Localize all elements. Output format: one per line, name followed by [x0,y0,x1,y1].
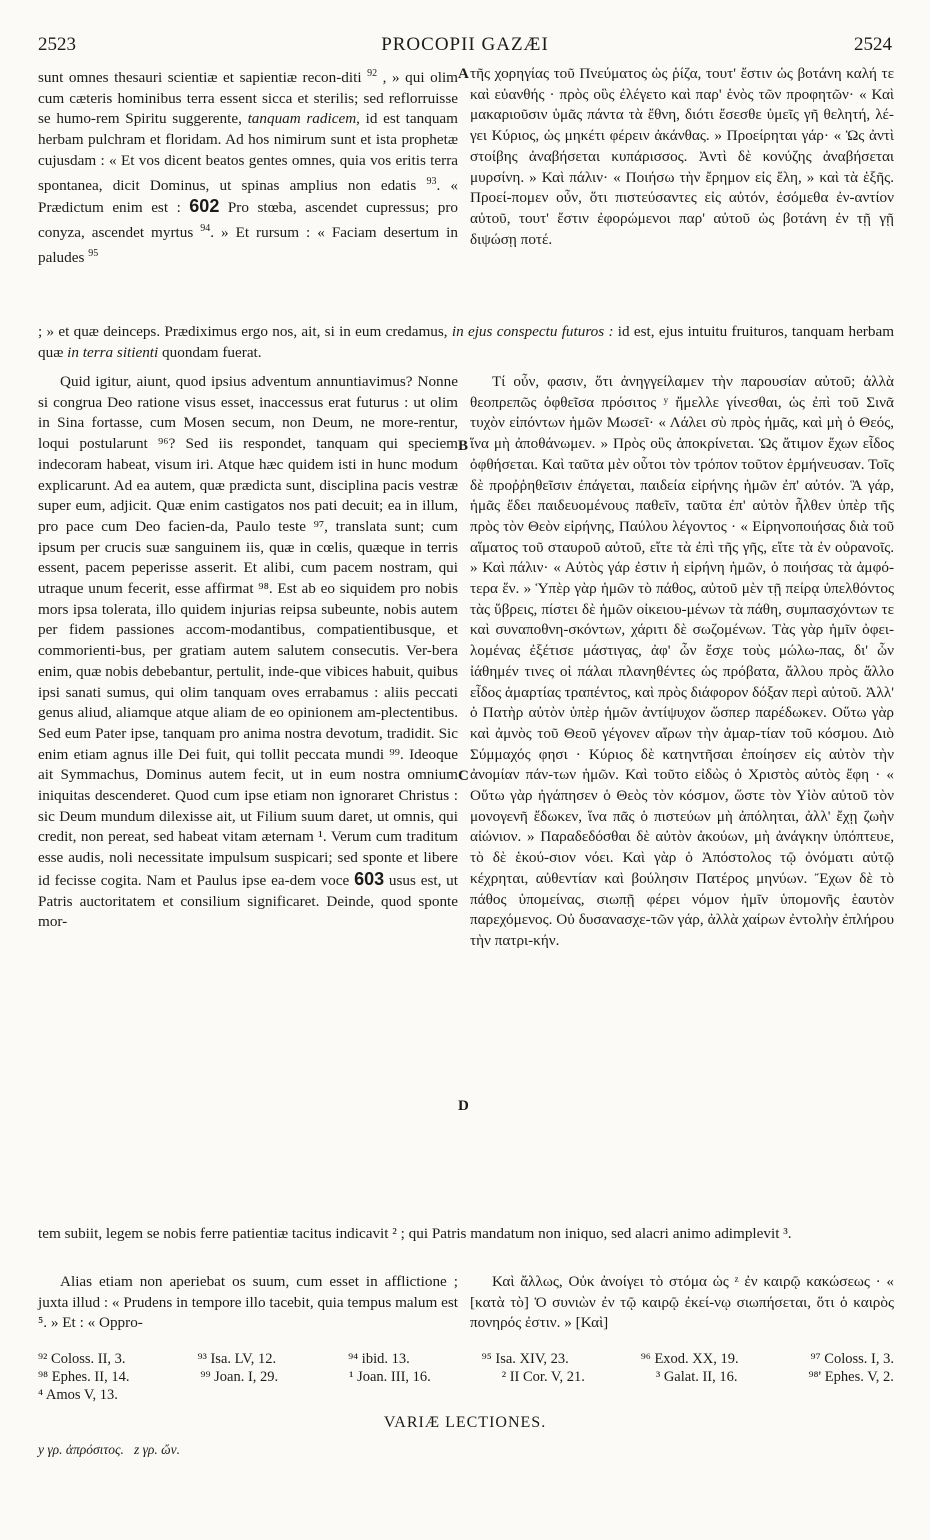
margin-letter-d: D [458,1098,469,1114]
column-number-right: 2524 [853,34,892,55]
greek-column-section-3: Καὶ ἄλλως, Οὐκ ἀνοίγει τὸ στόμα ὡς ᶻ ἐν καιρῷ κακώσεως · « [κατὰ τὸ] Ὁ συνιὼν ἐν τῷ καιρῷ ἐκεί-νῳ σιωπήσεται, ὅτι ὁ καιρὸς πονηρός ἐστιν. » [Καὶ] [470,1273,894,1332]
footnote-row: ⁴ Amos V, 13. [38,1387,118,1403]
footnote-ref: 93 [426,175,437,187]
column-number-marker: 603 [354,868,385,889]
greek-column-section-1: τῆς χορηγίας τοῦ Πνεύματος ὡς ῥίζα, τουτ' ἔστιν ὡς βοτάνη καλή τε καὶ εὐανθής · πρὸς οὓς ἐλέγετο καὶ παρ' ἑνὸς τῶν προφητῶν· « Καὶ μακαριοῦσιν ὑμᾶς πάντα τὰ ἔθνη, διότι ἔσεσθε ὑμεῖς γῆ θελητή, λέ-γει Κύριος, ὡς μηκέτι φέρειν ἀκάνθας. » Προείρηται γάρ· « Ὡς ἀντὶ στοίβης ἀναβήσεται κυπάρισσος. Ἀντὶ δὲ κονύζης ἀναβήσεται μυρσίνη. » Καὶ πάλιν· « Ποιήσω τὴν ἔρημον εἰς ἕλη, » καὶ τὰ ἑξῆς. Προεί-πομεν οὖν, ὅτι πιστεύσαντες εἰς αὐτόν, ἐσόμεθα ἐν-αντίον αὐτοῦ, τουτ' ἔστιν ἐφορώμενοι παρ' αὐτοῦ ὡς βοτάνη ἐν τῇ γῇ διψώσῃ ποτέ. [470,65,894,248]
footnote-ref: 92 [367,68,378,79]
footnote-row: ⁹² Coloss. II, 3. ⁹³ Isa. LV, 12. ⁹⁴ ibid. 13. ⁹⁵ Isa. XIV, 23. ⁹⁶ Exod. XX, 19. ⁹⁷ Coloss. I, 3. [38,1351,894,1367]
column-number-marker: 602 [189,196,220,217]
latin-full-width-line-1: ; » et quæ deinceps. Prædiximus ergo nos, ait, si in eum credamus, in ejus conspectu futuros : id est, ejus intuitu fruituros, tanquam herbam quæ in terra sitienti quondam fuerat. [38,323,895,361]
greek-column-section-2: Τί οὖν, φασιν, ὅτι ἀνηγγείλαμεν τὴν παρουσίαν αὐτοῦ; ἀλλὰ θεοπρεπῶς ὀφθεῖσα πρόσιτος ʸ ἤμελλε γίνεσθαι, ὡς ἐπὶ τοῦ Σινᾶ τυχὸν εἰπόντων ἡμῶν Μωσεῖ· « Λάλει σὺ πρὸς ἡμᾶς, καὶ μὴ ὁ Θεός, ἵνα μὴ ἀποθάνωμεν. » Πρὸς οὓς ἀποκρίνεται. Ὡς ἄτιμον ἔχων εἶδος ὀφθήσεται. Καὶ ταῦτα μὲν οὗτοι τὸν τρόπον τοῦτον ἑρμήνευσαν. Τοῖς δὲ προῤῥηθεῖσιν ἐπάγεται, παιδεία εἰρήνης ἡμῶν ἐπ' αὐτόν. Ἃ γάρ, ἡμᾶς ἔδει παιδευομένους παθεῖν, ταῦτα ἐπ' αὐτὸν ἦλθεν ὑπὲρ τῆς πρὸς τὸν Θεὸν εἰρήνης, Παύλου λέγοντος · « Εἰρηνοποιήσας διὰ τοῦ αἵματος τοῦ σταυροῦ αὐτοῦ, εἴτε τὰ ἐπὶ τῆς γῆς, εἴτε τὰ ἐν οὐρανοῖς. » Καὶ πάλιν· « Αὐτὸς γάρ ἐστιν ἡ εἰρήνη ἡμῶν, ὁ ποιήσας τὰ ἀμφό-τερα ἕν. » Ὑπὲρ γὰρ ἡμῶν τὸ πάθος, αὐτοῦ μὲν τῇ πείρᾳ ὑπελθόντος τὰς ὕβρεις, πίστει δὲ ἡμῶν οἰκειου-μένων τὰ πάθη, συμπασχόντων τε καὶ συναποθνη-σκόντων, χάριτι δὲ σωζομένων. Τὰς γὰρ ἡμῖν ὀφει-λομένας ἐξέτισε μάστιγας, ἀφ' ὧν ἔσχε τοὺς μώλω-πας, δι' ὧν ἰάθημέν τινες οἱ πάλαι πλανηθέντες ὡς πρόβατα, ἄλλου πρὸς ἄλλο εἶδος ἁμαρτίας τραπέντος, καὶ πρὸς διάφορον δόξαν περὶ αὐτοῦ. Ἀλλ' ὁ Πατὴρ αὐτὸν ὑπὲρ ἡμῶν ἀντίψυχον ὥσπερ παρέδωκεν. Οὕτω γὰρ καὶ ἀμνὸς τοῦ Θεοῦ γέγονεν αἴρων τὴν ἁμαρ-τίαν τοῦ κόσμου. Διὸ Σύμμαχός φησι · Κύριος δὲ κατηντῆσαι ἐποίησεν εἰς αὐτὸν τὴν ἀνομίαν πάν-των ἡμῶν. Καὶ τοῦτο εἰδὼς ὁ Χριστὸς αὐτὸς ἔφη · « Οὕτω γὰρ ἠγάπησεν ὁ Θεὸς τὸν κόσμον, ὥστε τὸν Υἱὸν αὐτοῦ τὸν μονογενῆ ἔδωκεν, ἵνα πᾶς ὁ πιστεύων μὴ ἀπόληται, ἀλλ' ἔχῃ ζωὴν αἰώνιον. » Παραδεδόσθαι δὲ αὐτὸν ἀκούων, μὴ ἀνάγκην ὑπόπτευε, τὸ δὲ ἑκού-σιον νόει. Καὶ γὰρ ὁ Ἀπόστολος τῷ ὀνόματι αὐτῷ κέχρηται, αὐθεντίαν καὶ βούλησιν Πατέρος μηνύων. Ἔχων δὲ τὸ πάθος ὑπομείνας, σιωπῇ φέρει νόμον ἡμῖν ὑπομονῆς ἑαυτὸν παρεχόμενος. Οὐ δυσανασχε-τῶν γάρ, ἀλλὰ χαίρων ἐντολὴν ἐπλήρου τὴν πατρι-κήν. [470,373,894,949]
latin-column-section-3: Alias etiam non aperiebat os suum, cum esset in afflictione ; juxta illud : « Prudens in tempore illo tacebit, quia tempus malum est ⁵. » Et : « Oppro- [38,1273,458,1332]
latin-column-section-1: sunt omnes thesauri scientiæ et sapientiæ recon-diti $^{92}$ , » qui olim cum cæteris hominibus terra essent sicca et sterilis; sed reflorruisse se humo-rem Spiritu suggerente, tanquam radicem, id est tanquam herbam pulchram et floridam. Ad hos nimirum sunt et ista prophetæ cujusdam : « Et vos dicent beatos gentes omnes, quia vos eritis terra spontanea, dicit Dominus, ut spinas amplius non edatis $^{93}$. « Prædictum enim est : 602 Pro stœba, ascendet cupressus; pro conyza, ascendet myrtus $^{94}$. » Et rursum : « Faciam desertum in paludes $^{95}$ [38,68,458,266]
margin-letter-c: C [458,768,469,784]
footnote-ref: 95 [88,247,99,259]
margin-letter-b: B [458,438,469,454]
latin-full-width-line-2: tem subiit, legem se nobis ferre patientiæ tacitus indicavit ² ; qui Patris mandatum non iniquo, sed alacri animo adimplevit ³. [38,1225,792,1242]
latin-column-section-2: Quid igitur, aiunt, quod ipsius adventum annuntiavimus? Nonne si congrua Deo ratione visus esset, inaccessus erat futurus : ut olim in Sina fortasse, cum Mosen secum, non Deum, ne more-rentur, loqui postularunt ⁹⁶? Sed iis respondet, tanquam qui speciem indecoram habeat, visum iri. Atque hæc quidem isti in hunc modum explicarunt. Ad ea autem, quæ prædicta sunt, disciplina pacis vestræ super eum, adjicit. Quæ enim castigatos nos pati decuit; ea in illum, pro pace cum Deo facien-da, Paulo teste ⁹⁷, translata sunt; cum ipsum per crucis suæ sanguinem iis, quæ in cœlis, quæque in terris essent, pacem peperisse asserit. Et alibi, cum pacem nostram, qui utraque unum fecerit, esse affirmat ⁹⁸. Est ab eo siquidem pro nobis mors ipsa tolerata, illo quidem injurias reipsa subeunte, nobis autem per fidem passiones accom-modantibus, compatientibusque, et commorienti-bus, per gratiam autem salutem consecutis. Ver-bera enim, quæ nobis debebantur, pertulit, inde-que vibices habuit, quibus ipsi sanati sumus, qui olim tanquam oves errabamus : aliis peccati genus aliud, aliamque atque aliam de eo opinionem am-plectentibus. Sed eum Pater ipse, tanquam pro anima nostra devotum, tradidit. Sic enim etiam agnus ille Dei fuit, qui tollit peccata mundi ⁹⁹. Ideoque ait Symmachus, Dominus autem fecit, ut in eum nostra omnium iniquitas descenderet. Quod cum ipse etiam non ignoraret Christus : sic Deum mundum dilexisse ait, ut Filium suum daret, ut omnis, qui credit, non pereat, sed habeat vitam æternam ¹. Verum cum traditum esse audis, noli necessitate impulsum suspicari; sed sponte et libere id fecisse cogita. Nam et Paulus ipse ea-dem voce 603 usus est, ut Patris auctoritatem et consilium significaret. Deinde, quod sponte mor- [38,373,458,931]
running-header [38,32,892,58]
footnote-ref: 94 [200,223,211,235]
footnotes [38,1350,894,1404]
margin-letter-a: A [458,66,469,82]
variant-readings: y γρ. ἀπρόσιτος. z γρ. ὤν. [38,1442,181,1457]
footnote-row: ⁹⁸ Ephes. II, 14. ⁹⁹ Joan. I, 29. ¹ Joan. III, 16. ² II Cor. V, 21. ³ Galat. II, 16. ⁹⁸' Ephes. V, 2. [38,1369,894,1385]
column-number-left: 2523 [38,34,76,55]
variae-lectiones-heading: VARIÆ LECTIONES. [383,1414,547,1431]
running-title: PROCOPII GAZÆI [381,34,549,55]
